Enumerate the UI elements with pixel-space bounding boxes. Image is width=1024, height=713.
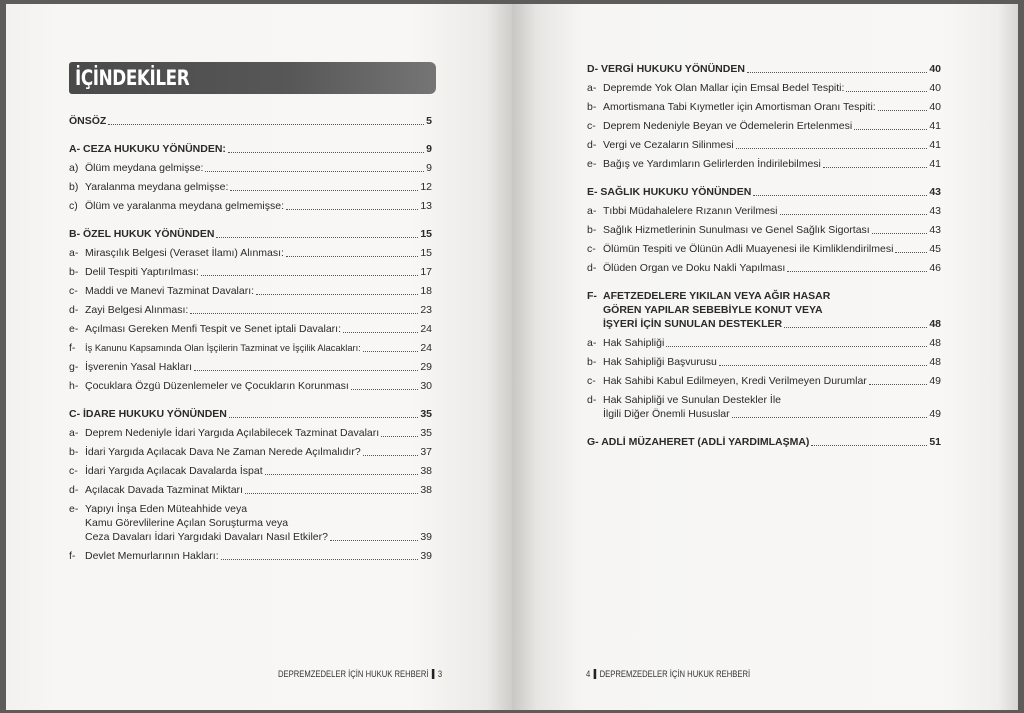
toc-entry-text: Ölümün Tespiti ve Ölünün Adli Muayenesi ile Kimliklendirilmesi [603, 243, 894, 255]
toc-entry [69, 161, 432, 175]
toc-page-number: 18 [420, 285, 432, 297]
toc-entry-line: Kamu Görevlilerine Açılan Soruşturma veya [85, 517, 289, 529]
toc-dot-leader [245, 493, 418, 494]
toc-dot-leader [895, 252, 927, 253]
toc-dot-leader [872, 233, 928, 234]
toc-dot-leader [230, 190, 418, 191]
toc-entry-letter: e- [587, 158, 597, 170]
toc-dot-leader [229, 417, 418, 418]
toc-list-left [69, 114, 432, 563]
toc-entry-text: Hak Sahibi Kabul Edilmeyen, Kredi Verilmeyen Durumlar [603, 375, 867, 387]
toc-dot-leader [666, 346, 927, 347]
toc-dot-leader [787, 271, 927, 272]
toc-entry-text: C- İDARE HUKUKU YÖNÜNDEN [69, 408, 227, 420]
footer-right [586, 669, 750, 679]
toc-entry [587, 336, 941, 350]
toc-entry-last-line [603, 317, 941, 331]
toc-title: İÇİNDEKİLER [75, 66, 190, 90]
toc-entry [69, 464, 432, 478]
toc-dot-leader [216, 237, 418, 238]
toc-page-number: 9 [426, 162, 432, 174]
toc-entry-letter: c- [69, 465, 78, 477]
toc-entry-letter: c- [69, 285, 78, 297]
toc-dot-leader [205, 171, 424, 172]
toc-section-heading [587, 435, 941, 449]
toc-entry [587, 355, 941, 369]
toc-entry-text: Maddi ve Manevi Tazminat Davaları: [85, 285, 255, 297]
toc-entry [69, 246, 432, 260]
toc-dot-leader [363, 455, 419, 456]
toc-entry-text: Ölüden Organ ve Doku Nakli Yapılması [603, 262, 786, 274]
toc-page-number: 37 [420, 446, 432, 458]
toc-page-number: 41 [929, 158, 941, 170]
toc-entry-line: İlgili Diğer Önemli Hususlar [603, 408, 730, 420]
footer-divider-bar [594, 669, 597, 679]
toc-entry [587, 100, 941, 114]
toc-dot-leader [201, 275, 419, 276]
toc-entry-text: İşverenin Yasal Hakları [85, 361, 192, 373]
toc-entry-letter: b- [587, 224, 597, 236]
toc-entry-letter: d- [587, 139, 597, 151]
toc-entry-letter: F- [587, 290, 597, 302]
toc-dot-leader [736, 148, 928, 149]
toc-page-number: 40 [929, 63, 941, 75]
toc-page-number: 24 [420, 342, 432, 354]
toc-entry-text: Yaralanma meydana gelmişse: [85, 181, 229, 193]
toc-page-number: 35 [420, 427, 432, 439]
toc-entry-text: Çocuklara Özgü Düzenlemeler ve Çocukların Korunması [85, 380, 349, 392]
toc-dot-leader [753, 195, 927, 196]
toc-dot-leader [228, 152, 424, 153]
toc-entry [69, 502, 432, 544]
toc-dot-leader [846, 91, 927, 92]
toc-entry-letter: e- [69, 323, 79, 335]
toc-page-number: 39 [420, 531, 432, 543]
toc-dot-leader [194, 370, 418, 371]
toc-dot-leader [719, 365, 928, 366]
toc-entry [587, 242, 941, 256]
toc-page-number: 43 [929, 205, 941, 217]
toc-entry [69, 284, 432, 298]
toc-entry-text: Vergi ve Cezaların Silinmesi [603, 139, 734, 151]
toc-entry-text: E- SAĞLIK HUKUKU YÖNÜNDEN [587, 186, 752, 198]
toc-entry-letter: a- [587, 337, 597, 349]
toc-entry [69, 341, 432, 355]
toc-entry [69, 445, 432, 459]
toc-dot-leader [286, 256, 418, 257]
toc-entry [587, 119, 941, 133]
toc-entry-letter: c- [587, 375, 596, 387]
toc-page-number: 45 [929, 243, 941, 255]
toc-page-number: 30 [420, 380, 432, 392]
toc-title-bar [69, 62, 436, 94]
toc-dot-leader [256, 294, 418, 295]
toc-entry [69, 360, 432, 374]
footer-left-page-number: 3 [437, 669, 443, 679]
toc-entry [69, 426, 432, 440]
toc-entry-text: Depremde Yok Olan Mallar için Emsal Bedel Tespiti: [603, 82, 845, 94]
toc-entry-text: Devlet Memurlarının Hakları: [85, 550, 219, 562]
toc-entry-text: Ölüm ve yaralanma meydana gelmemişse: [85, 200, 284, 212]
toc-entry [69, 180, 432, 194]
toc-section-heading [587, 62, 941, 76]
toc-entry-text: İş Kanunu Kapsamında Olan İşçilerin Tazminat ve İşçilik Alacakları: [85, 343, 361, 353]
toc-entry-letter: d- [69, 304, 79, 316]
toc-list-right [587, 62, 941, 449]
toc-dot-leader [286, 209, 418, 210]
toc-page-number: 41 [929, 139, 941, 151]
toc-entry-letter: f- [69, 550, 76, 562]
toc-page-number: 23 [420, 304, 432, 316]
toc-page-number: 38 [420, 465, 432, 477]
toc-entry-text: Sağlık Hizmetlerinin Sunulması ve Genel Sağlık Sigortası [603, 224, 870, 236]
toc-page-number: 13 [420, 200, 432, 212]
toc-dot-leader [190, 313, 418, 314]
toc-entry-letter: b- [69, 266, 79, 278]
toc-entry [587, 204, 941, 218]
toc-entry-letter: f- [69, 342, 76, 354]
toc-dot-leader [330, 540, 418, 541]
toc-page-number: 49 [929, 408, 941, 420]
toc-page-number: 12 [420, 181, 432, 193]
toc-entry-text: D- VERGİ HUKUKU YÖNÜNDEN [587, 63, 745, 75]
toc-section-heading [69, 227, 432, 241]
toc-entry-text: Tıbbi Müdahalelere Rızanın Verilmesi [603, 205, 778, 217]
toc-entry [69, 379, 432, 393]
toc-entry-line: Ceza Davaları İdari Yargıdaki Davaları Nasıl Etkiler? [85, 531, 328, 543]
toc-entry-letter: c) [69, 200, 78, 212]
toc-entry-letter: d- [69, 484, 79, 496]
footer-right-page-number: 4 [586, 669, 591, 679]
toc-entry-letter: b- [69, 446, 79, 458]
toc-entry-text: Hak Sahipliği [603, 337, 665, 349]
toc-section-heading [69, 407, 432, 421]
toc-entry-letter: b) [69, 181, 79, 193]
toc-entry [587, 374, 941, 388]
toc-entry [587, 393, 941, 421]
toc-entry-letter: g- [69, 361, 79, 373]
toc-section-heading [587, 185, 941, 199]
toc-entry-text: Ölüm meydana gelmişse: [85, 162, 204, 174]
toc-page-number: 41 [929, 120, 941, 132]
toc-page-number: 40 [929, 101, 941, 113]
toc-entry-letter: a- [69, 427, 79, 439]
toc-page-number: 43 [929, 224, 941, 236]
toc-entry-line: Hak Sahipliği ve Sunulan Destekler İle [603, 394, 782, 406]
toc-page-number: 15 [420, 247, 432, 259]
toc-entry-letter: c- [587, 243, 596, 255]
footer-left [278, 669, 442, 679]
toc-page-number: 48 [929, 318, 941, 330]
toc-dot-leader [108, 124, 424, 125]
toc-entry [587, 138, 941, 152]
toc-entry [587, 289, 941, 331]
toc-entry-text: İdari Yargıda Açılacak Dava Ne Zaman Nerede Açılmalıdır? [85, 446, 361, 458]
toc-entry-letter: a) [69, 162, 79, 174]
toc-entry-text: G- ADLİ MÜZAHERET (ADLİ YARDIMLAŞMA) [587, 436, 810, 448]
toc-page-number: 51 [929, 436, 941, 448]
toc-entry-line: AFETZEDELERE YIKILAN VEYA AĞIR HASAR [603, 290, 831, 302]
toc-entry-text: B- ÖZEL HUKUK YÖNÜNDEN [69, 228, 215, 240]
toc-page-number: 48 [929, 356, 941, 368]
toc-dot-leader [381, 436, 418, 437]
toc-entry [587, 261, 941, 275]
toc-entry-letter: h- [69, 380, 79, 392]
toc-dot-leader [811, 445, 927, 446]
toc-dot-leader [878, 110, 928, 111]
toc-entry [69, 303, 432, 317]
toc-entry [587, 81, 941, 95]
toc-dot-leader [265, 474, 419, 475]
toc-page-number: 15 [420, 228, 432, 240]
toc-section-heading [69, 114, 432, 128]
toc-section-heading [69, 142, 432, 156]
toc-page-number: 43 [929, 186, 941, 198]
toc-dot-leader [823, 167, 927, 168]
toc-entry-last-line [603, 407, 941, 421]
toc-entry [587, 223, 941, 237]
toc-entry-body [85, 502, 432, 544]
toc-entry-letter: b- [587, 356, 597, 368]
toc-page-number: 24 [420, 323, 432, 335]
toc-entry-letter: a- [587, 82, 597, 94]
toc-entry-text: ÖNSÖZ [69, 115, 107, 127]
toc-page-number: 38 [420, 484, 432, 496]
toc-page-number: 35 [420, 408, 432, 420]
toc-entry-text: Açılacak Davada Tazminat Miktarı [85, 484, 243, 496]
toc-dot-leader [221, 559, 419, 560]
toc-dot-leader [351, 389, 419, 390]
toc-page-number: 40 [929, 82, 941, 94]
toc-entry [69, 199, 432, 213]
toc-entry [69, 322, 432, 336]
toc-page-number: 9 [426, 143, 432, 155]
toc-page-number: 17 [420, 266, 432, 278]
toc-entry-text: Deprem Nedeniyle İdari Yargıda Açılabilecek Tazminat Davaları [85, 427, 380, 439]
toc-entry-letter: c- [587, 120, 596, 132]
toc-page-number: 48 [929, 337, 941, 349]
toc-dot-leader [747, 72, 927, 73]
toc-entry-letter: a- [587, 205, 597, 217]
toc-entry-line: GÖREN YAPILAR SEBEBİYLE KONUT VEYA [603, 304, 823, 316]
toc-entry-text: Deprem Nedeniyle Beyan ve Ödemelerin Ertelenmesi [603, 120, 853, 132]
toc-entry [587, 157, 941, 171]
toc-entry-text: İdari Yargıda Açılacak Davalarda İspat [85, 465, 263, 477]
footer-left-title: DEPREMZEDELER İÇİN HUKUK REHBERİ [278, 669, 429, 679]
toc-entry-letter: e- [69, 503, 79, 515]
toc-page-number: 29 [420, 361, 432, 373]
toc-dot-leader [780, 214, 928, 215]
toc-entry-text: Mirasçılık Belgesi (Veraset İlamı) Alınması: [85, 247, 284, 259]
left-page [6, 4, 512, 710]
toc-entry-text: Açılması Gereken Menfi Tespit ve Senet iptali Davaları: [85, 323, 342, 335]
toc-entry-text: Amortismana Tabi Kıymetler için Amortisman Oranı Tespiti: [603, 101, 876, 113]
toc-dot-leader [732, 417, 928, 418]
toc-entry-line: İŞYERİ İÇİN SUNULAN DESTEKLER [603, 318, 783, 330]
footer-divider-bar [432, 669, 435, 679]
toc-dot-leader [343, 332, 418, 333]
toc-entry [69, 549, 432, 563]
toc-entry-text: Hak Sahipliği Başvurusu [603, 356, 717, 368]
toc-entry-text: Delil Tespiti Yaptırılması: [85, 266, 199, 278]
toc-entry [69, 483, 432, 497]
toc-entry-letter: d- [587, 394, 597, 406]
toc-entry-last-line [85, 530, 432, 544]
toc-page-number: 5 [426, 115, 432, 127]
book-spread [6, 4, 1018, 710]
toc-entry-body [603, 289, 941, 331]
footer-right-title: DEPREMZEDELER İÇİN HUKUK REHBERİ [599, 669, 751, 679]
toc-entry-body [603, 393, 941, 421]
right-page [512, 4, 1018, 710]
toc-entry-letter: b- [587, 101, 597, 113]
toc-entry-text: A- CEZA HUKUKU YÖNÜNDEN: [69, 143, 226, 155]
toc-entry [69, 265, 432, 279]
toc-dot-leader [869, 384, 928, 385]
toc-page-number: 49 [929, 375, 941, 387]
toc-entry-text: Zayi Belgesi Alınması: [85, 304, 189, 316]
toc-dot-leader [784, 327, 927, 328]
toc-entry-line: Yapıyı İnşa Eden Müteahhide veya [85, 503, 248, 515]
toc-dot-leader [854, 129, 927, 130]
toc-dot-leader [363, 351, 419, 352]
toc-page-number: 39 [420, 550, 432, 562]
toc-entry-letter: d- [587, 262, 597, 274]
toc-entry-text: Bağış ve Yardımların Gelirlerden İndirilebilmesi [603, 158, 821, 170]
toc-page-number: 46 [929, 262, 941, 274]
toc-entry-letter: a- [69, 247, 79, 259]
